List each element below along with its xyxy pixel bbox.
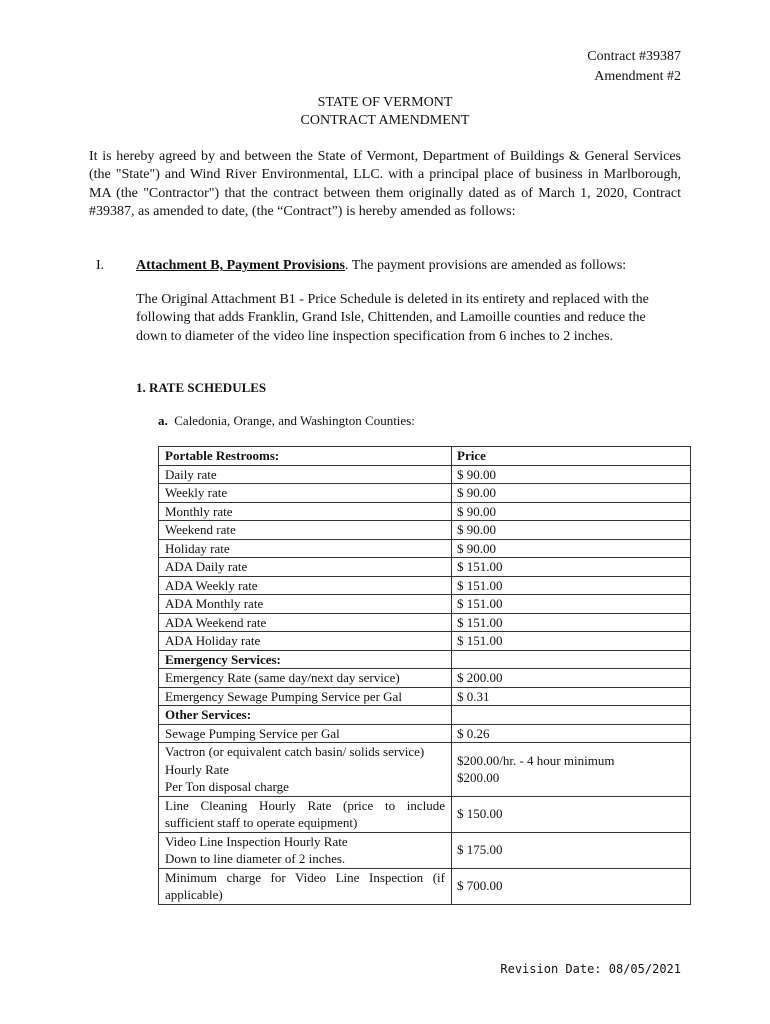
row-price (452, 743, 691, 797)
table-row (159, 613, 691, 632)
row-price: $ 150.00 (452, 796, 691, 832)
row-desc: Daily rate (159, 465, 452, 484)
row-price: $ 90.00 (452, 502, 691, 521)
row-desc (159, 832, 452, 868)
table-row (159, 558, 691, 577)
document-title-amendment: CONTRACT AMENDMENT (300, 113, 470, 128)
row-desc-line: Vactron (or equivalent catch basin/ solids service) (165, 744, 425, 759)
row-price: $ 151.00 (452, 558, 691, 577)
amendment-number: Amendment #2 (594, 69, 681, 84)
row-price: $ 200.00 (452, 669, 691, 688)
section-heading (136, 258, 626, 274)
table-row (159, 868, 691, 904)
row-price: $ 151.00 (452, 595, 691, 614)
row-desc: ADA Daily rate (159, 558, 452, 577)
table-row (159, 743, 691, 797)
row-desc: Emergency Rate (same day/next day service) (159, 669, 452, 688)
row-desc: Weekly rate (159, 484, 452, 503)
contract-number: Contract #39387 (587, 49, 681, 64)
row-desc: ADA Monthly rate (159, 595, 452, 614)
empty-cell (452, 706, 691, 725)
row-desc-line: Hourly Rate (165, 761, 229, 777)
row-desc: Sewage Pumping Service per Gal (159, 724, 452, 743)
table-row (159, 687, 691, 706)
row-desc: ADA Weekend rate (159, 613, 452, 632)
other-header: Other Services: (159, 706, 452, 725)
table-row (159, 576, 691, 595)
table-header-row (159, 447, 691, 466)
row-price: $ 175.00 (452, 832, 691, 868)
row-price: $ 0.26 (452, 724, 691, 743)
row-desc-line: Per Ton disposal charge (165, 779, 289, 794)
emergency-header: Emergency Services: (159, 650, 452, 669)
table-row (159, 832, 691, 868)
header-price: Price (452, 447, 691, 466)
county-heading (158, 413, 415, 429)
table-row (159, 724, 691, 743)
row-price: $ 151.00 (452, 632, 691, 651)
row-price: $ 700.00 (452, 868, 691, 904)
row-desc: Monthly rate (159, 502, 452, 521)
table-row (159, 502, 691, 521)
row-price: $ 151.00 (452, 576, 691, 595)
revision-date: Revision Date: 08/05/2021 (500, 962, 681, 976)
county-label: a. (158, 413, 168, 428)
row-price: $ 90.00 (452, 539, 691, 558)
row-desc: Weekend rate (159, 521, 452, 540)
rate-schedules-heading: 1. RATE SCHEDULES (136, 380, 267, 395)
table-row (159, 669, 691, 688)
row-desc-line: Video Line Inspection Hourly Rate (165, 833, 348, 849)
document-title-state: STATE OF VERMONT (317, 95, 453, 110)
table-row (159, 796, 691, 832)
row-desc: Line Cleaning Hourly Rate (price to include sufficient staff to operate equipment) (159, 796, 452, 832)
table-row (159, 484, 691, 503)
other-header-row (159, 706, 691, 725)
rate-table (158, 446, 691, 905)
table-row (159, 595, 691, 614)
row-price-line: $200.00 (457, 770, 500, 786)
emergency-header-row (159, 650, 691, 669)
empty-cell (452, 650, 691, 669)
county-text: Caledonia, Orange, and Washington Counties: (174, 413, 415, 428)
row-price: $ 90.00 (452, 521, 691, 540)
row-desc: ADA Holiday rate (159, 632, 452, 651)
section-heading-title: Attachment B, Payment Provisions (136, 258, 345, 273)
section-number: I. (96, 258, 105, 273)
section-heading-suffix: . The payment provisions are amended as follows: (344, 258, 627, 273)
row-desc: Emergency Sewage Pumping Service per Gal (159, 687, 452, 706)
row-price: $ 90.00 (452, 484, 691, 503)
section-paragraph: The Original Attachment B1 - Price Schedule is deleted in its entirety and replaced with the following that adds Franklin, Grand Isle, Chittenden, and Lamoille counties and reduce the down to diameter of the video line inspection specification from 6 inches to 2 inches. (136, 292, 649, 344)
row-price: $ 151.00 (452, 613, 691, 632)
row-desc: ADA Weekly rate (159, 576, 452, 595)
header-desc: Portable Restrooms: (159, 447, 452, 466)
row-desc: Holiday rate (159, 539, 452, 558)
table-row (159, 465, 691, 484)
row-price: $ 0.31 (452, 687, 691, 706)
row-price: $ 90.00 (452, 465, 691, 484)
row-desc (159, 743, 452, 797)
table-row (159, 521, 691, 540)
row-desc-line: Down to line diameter of 2 inches. (165, 851, 346, 866)
row-price-line: $200.00/hr. - 4 hour minimum (457, 752, 615, 768)
intro-paragraph: It is hereby agreed by and between the State of Vermont, Department of Buildings & General Services (the "State") and Wind River Environmental, LLC. with a principal place of business in Marlborough, MA (the "Contractor") that the contract between them originally dated as of March 1, 2020, Contract #39387, as amended to date, (the “Contract”) is hereby amended as follows: (89, 149, 681, 219)
table-row (159, 632, 691, 651)
row-desc: Minimum charge for Video Line Inspection (if applicable) (159, 868, 452, 904)
table-row (159, 539, 691, 558)
